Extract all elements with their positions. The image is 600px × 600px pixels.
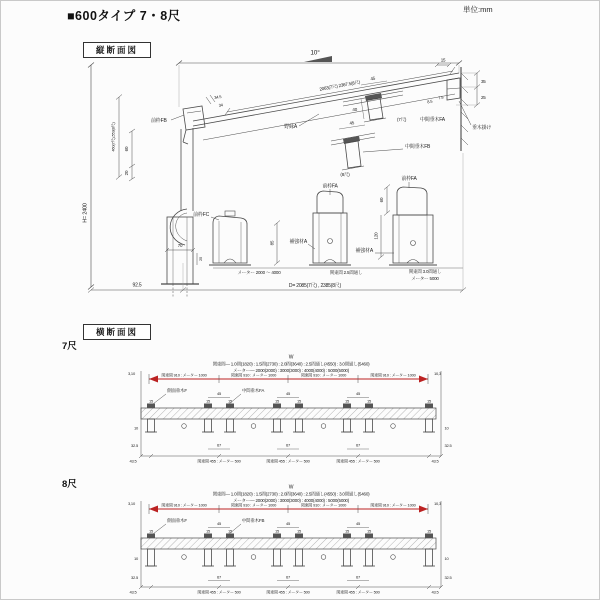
left-arrowhead-icon bbox=[149, 376, 158, 383]
cs7-dim-32-5: 32.5 bbox=[131, 443, 138, 448]
cs8-dim-15: 15 bbox=[148, 528, 154, 534]
detail-fa-dim-45: 45 bbox=[370, 75, 376, 82]
cs7-dim-10: 10 bbox=[444, 425, 449, 431]
front-top-dim-b: 34 bbox=[218, 102, 224, 108]
front-frame-fa2-label: 前枠FA bbox=[401, 176, 417, 182]
cs7-pitch-label: 関東間 455 : メーター 500 bbox=[336, 458, 380, 464]
cs8-dim-32-5: 32.5 bbox=[444, 575, 452, 580]
reinforce-a2-label: 補強材A bbox=[355, 248, 373, 254]
cs8-dim-15: 15 bbox=[227, 528, 233, 534]
dim-15-top: 15 bbox=[440, 57, 446, 63]
post-section-fc bbox=[209, 211, 251, 265]
page-title: ■600タイプ 7・8尺 bbox=[67, 9, 181, 23]
dim-60: 60 bbox=[124, 146, 129, 152]
cs8-header-line2: メーター— 2000(2000) : 3000(3000) : 4000(4000) : 5000(5000) bbox=[232, 498, 350, 503]
cs7-pitch-label: 関東間 455 : メーター 500 bbox=[266, 458, 310, 464]
reinforce-a-leader bbox=[308, 244, 315, 249]
cs7-dim-45: 45 bbox=[355, 391, 361, 396]
cs7-header-line2: メーター— 2000(2000) : 3000(3000) : 4000(4000) : 5000(5000) bbox=[232, 368, 350, 373]
cs7-dim-15: 15 bbox=[227, 398, 233, 404]
column-width-dimension bbox=[165, 248, 197, 265]
dim-20: 20 bbox=[124, 170, 129, 176]
cs8-dim-15: 15 bbox=[366, 528, 372, 534]
vertical-section-drawing bbox=[83, 49, 492, 298]
mid-rafter-fb-label: 中間垂木FB bbox=[405, 144, 431, 150]
cross-section-7shaku bbox=[128, 355, 452, 464]
footer-meter-5000: メーター 5000 bbox=[411, 276, 439, 281]
gap-dim-b: 7.5 bbox=[437, 94, 444, 101]
detail-fa-note: (7尺) bbox=[397, 117, 407, 122]
cs7-span-label: 関東間 910 : メーター 1000 bbox=[230, 372, 277, 378]
cs8-span-label: 関東間 910 : メーター 1000 bbox=[161, 502, 207, 508]
cs8-dim-32-5: 32.5 bbox=[131, 575, 138, 580]
wall-dim-b: 25 bbox=[481, 95, 486, 100]
footer-meter-range: メーター 2000 〜 4000 bbox=[237, 270, 281, 275]
cs8-dim-43-5: 43.5 bbox=[431, 589, 439, 595]
cs8-dim-15: 15 bbox=[274, 528, 280, 534]
cs7-dim-15: 15 bbox=[426, 398, 432, 404]
cs7-dim-15: 15 bbox=[366, 398, 372, 404]
wall-dim-a: 35 bbox=[481, 79, 486, 84]
cs7-dim-15: 15 bbox=[274, 398, 280, 404]
post-fa-right-dimensions bbox=[378, 185, 390, 260]
wall-dimension-chain bbox=[435, 63, 480, 108]
c8-right-end-dim: 10,3 bbox=[434, 501, 441, 506]
footer-kanto-25: 関東間 2.5間通し bbox=[329, 270, 363, 275]
cs8-pitch-label: 関東間 455 : メーター 500 bbox=[336, 589, 380, 595]
cs7-dim-15: 15 bbox=[344, 398, 350, 404]
cs7-dim-67: 67 bbox=[216, 442, 222, 448]
cs7-span-label: 関東間 910 : メーター 1000 bbox=[300, 372, 347, 378]
dim-92-5: 92.5 bbox=[132, 282, 142, 289]
cs7-pitch-label: 関東間 455 : メーター 500 bbox=[197, 458, 241, 464]
post-dim-85: 85 bbox=[269, 240, 275, 246]
post-section-fa bbox=[309, 191, 351, 265]
cs8-side-rafter-label: 側面垂木F bbox=[167, 518, 187, 523]
cross-section-8shaku bbox=[128, 485, 452, 595]
cs8-w-label: W bbox=[288, 484, 294, 491]
cs8-dim-67: 67 bbox=[355, 574, 361, 580]
cs8-span-label: 関東間 910 : メーター 1000 bbox=[300, 502, 347, 508]
slope-dimension-label: 2063(7尺) 2367.5(8尺) bbox=[318, 79, 361, 92]
cs8-dim-15: 15 bbox=[426, 528, 432, 534]
cs7-side-rafter-label: 側面垂木F bbox=[167, 388, 187, 393]
slope-dimension-line bbox=[225, 67, 455, 115]
nobuchi-leader bbox=[299, 114, 319, 126]
front-frame-fb-label: 前枠FB bbox=[151, 118, 167, 124]
overall-height-label: H= 2400 bbox=[82, 203, 89, 223]
cs8-rafters bbox=[145, 549, 435, 566]
post-section-fa-right bbox=[389, 187, 437, 265]
mid-rafter-fb-detail bbox=[331, 125, 375, 170]
cs8-dim-67: 67 bbox=[216, 574, 222, 580]
post-fc-dimension bbox=[274, 221, 280, 266]
front-column bbox=[161, 217, 199, 297]
reinforce-a-label: 補強材A bbox=[289, 239, 307, 245]
front-frame-fb-shape bbox=[183, 95, 215, 144]
cs7-dim-67: 67 bbox=[355, 442, 361, 448]
right-arrowhead-icon bbox=[419, 376, 428, 383]
cs8-dim-45: 45 bbox=[355, 521, 361, 526]
gap-dim-a: 8.5 bbox=[426, 98, 433, 105]
front-top-dim-a: 34.5 bbox=[213, 93, 222, 101]
right-arrowhead-icon bbox=[419, 506, 428, 513]
front-height-dim: 460(7尺),553(8尺) bbox=[110, 122, 116, 152]
tarukigake-shape bbox=[447, 78, 460, 100]
cs8-dim-45: 45 bbox=[285, 521, 291, 526]
cs8-dim-15: 15 bbox=[296, 528, 302, 534]
section-label-cross: 横断面図 bbox=[83, 324, 151, 340]
post-dim-60: 60 bbox=[379, 197, 384, 203]
cs7-header-line1: 関東間— 1.0間(1820) : 1.5間(2730) : 2.0間(3640) : 2.5間通し(4550) : 3.0間通し(5460) bbox=[212, 361, 370, 367]
cs8-pitch-label: 関東間 455 : メーター 500 bbox=[266, 589, 310, 595]
detail-fb-note: (8尺) bbox=[340, 172, 350, 177]
front-frame-fb-leader bbox=[171, 115, 184, 120]
dim-70: 70 bbox=[177, 243, 183, 248]
cs8-mid-rafter-label: 中間垂木FB bbox=[241, 518, 265, 523]
cs8-span-label: 関東間 910 : メーター 1000 bbox=[370, 502, 416, 508]
detail-fb-dim-45: 45 bbox=[349, 120, 355, 126]
nobuchi-label: 野縁A bbox=[284, 124, 297, 130]
front-frame-fc-label: 前枠FC bbox=[193, 212, 209, 218]
mid-rafter-fa-label: 中間垂木FA bbox=[420, 117, 445, 123]
cs8-dim-15: 15 bbox=[344, 528, 350, 534]
cs7-span-label: 関東間 910 : メーター 1000 bbox=[370, 372, 416, 378]
post-dim-120: 120 bbox=[373, 232, 379, 240]
cs7-dim-10: 10 bbox=[133, 425, 138, 431]
cs7-span-label: 関東間 910 : メーター 1000 bbox=[161, 372, 207, 378]
cs7-dim-43-5: 43.5 bbox=[431, 458, 439, 464]
front-beam-and-gutter bbox=[170, 128, 193, 245]
cs7-dim-15: 15 bbox=[296, 398, 302, 404]
tarukigake-label: 垂木掛け bbox=[472, 125, 492, 131]
mid-rafter-fa-detail bbox=[343, 81, 403, 122]
cs8-left-end-dim: 3,10 bbox=[128, 501, 135, 506]
cs7-roof-panel-bar bbox=[141, 404, 436, 420]
footer-kanto-30: 関東間 3.0間通し bbox=[408, 269, 442, 274]
cs7-bottom-dimension-line bbox=[139, 454, 443, 458]
variant-label-8shaku: 8尺 bbox=[62, 479, 77, 490]
unit-label: 単位:mm bbox=[463, 5, 493, 14]
cs7-w-label: W bbox=[288, 354, 294, 361]
cs7-dim-32-5: 32.5 bbox=[444, 443, 452, 448]
roof-angle-label: 10° bbox=[310, 49, 320, 57]
left-arrowhead-icon bbox=[149, 506, 158, 513]
cs7-dim-45: 45 bbox=[216, 391, 222, 396]
depth-dimension-label: D= 2085(7尺) , 2385(8尺) bbox=[288, 283, 342, 289]
cs8-dim-45: 45 bbox=[216, 521, 222, 526]
cs8-dim-10: 10 bbox=[444, 556, 449, 561]
cs7-dim-45: 45 bbox=[285, 391, 291, 396]
cs8-bottom-dimension-line bbox=[139, 585, 443, 589]
cs8-dim-43-5: 43.5 bbox=[129, 589, 137, 595]
cs7-rafters bbox=[145, 419, 435, 432]
cs7-mid-rafter-label: 中間垂木FA bbox=[241, 388, 265, 393]
cs8-dim-67: 67 bbox=[285, 574, 291, 580]
mid-rafter-fb-leader bbox=[363, 149, 403, 152]
variant-label-7shaku: 7尺 bbox=[62, 341, 77, 352]
section-label-vertical: 縦断面図 bbox=[83, 42, 151, 58]
roof-panel-lines bbox=[193, 73, 459, 140]
cs7-dim-15: 15 bbox=[148, 398, 154, 404]
slope-wedge-icon bbox=[304, 56, 332, 62]
technical-drawing bbox=[1, 1, 600, 600]
detail-fa-dim-40: 40 bbox=[352, 107, 357, 112]
cs7-dim-67: 67 bbox=[285, 442, 291, 448]
cs8-roof-panel-bar bbox=[141, 534, 436, 550]
cs8-header-line1: 関東間— 1.0間(1820) : 1.5間(2730) : 2.0間(3640) : 2.5間通し(4550) : 3.0間通し(5460) bbox=[212, 491, 370, 497]
dim-25-left: 25 bbox=[198, 256, 203, 262]
cs7-left-end-dim: 3,10 bbox=[128, 371, 135, 376]
cs8-dim-15: 15 bbox=[205, 528, 211, 534]
front-frame-fa-label: 前枠FA bbox=[322, 183, 338, 190]
cs8-dim-10: 10 bbox=[133, 556, 138, 561]
cs8-pitch-label: 関東間 455 : メーター 500 bbox=[197, 589, 241, 595]
building-wall bbox=[461, 67, 468, 151]
cs7-dim-43-5: 43.5 bbox=[129, 458, 137, 464]
cs7-dim-15: 15 bbox=[205, 398, 211, 404]
cs7-right-end-dim: 10,3 bbox=[434, 371, 441, 376]
cs8-span-label: 関東間 910 : メーター 1000 bbox=[230, 502, 277, 508]
